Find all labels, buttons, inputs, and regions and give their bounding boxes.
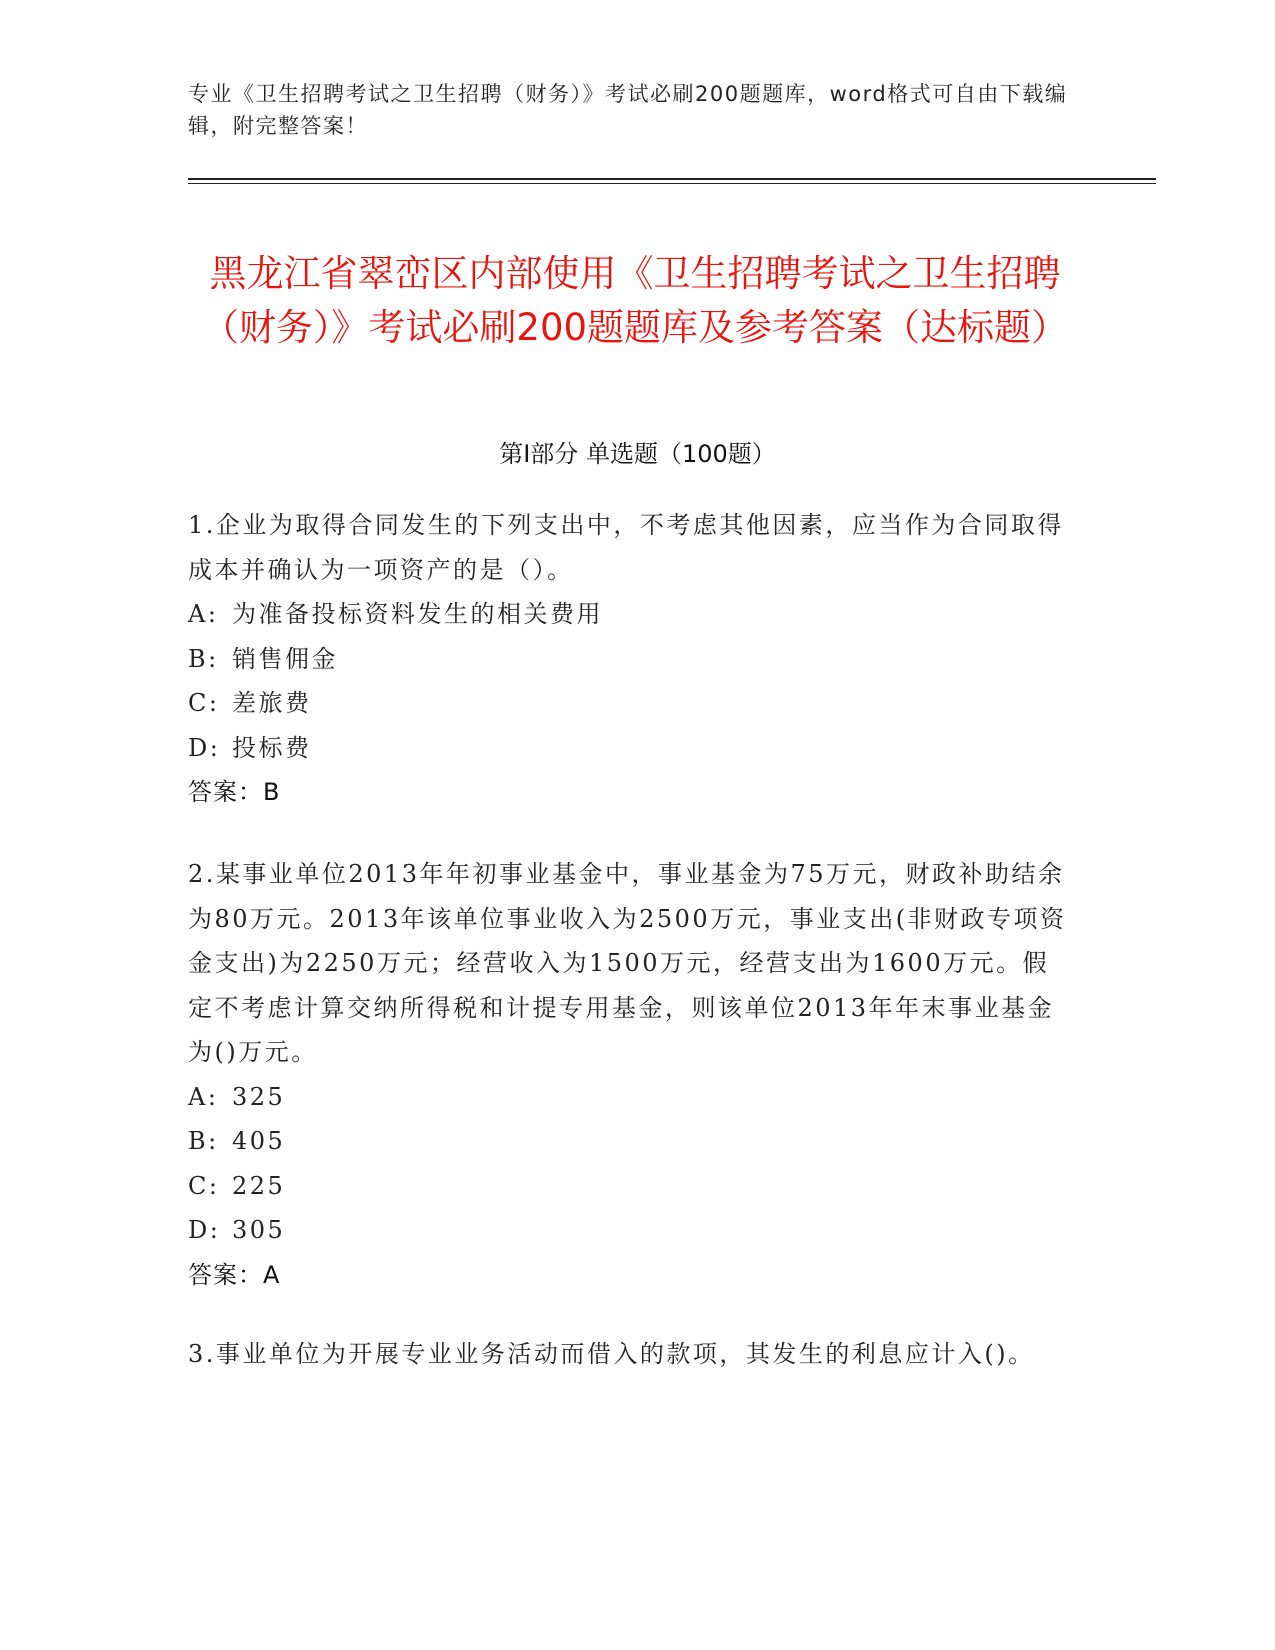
header-divider-thick: [188, 178, 1156, 180]
answer-line: 答案：B: [188, 778, 281, 806]
question-1: [188, 503, 1068, 815]
question-stem: 3.事业单位为开展专业业务活动而借入的款项，其发生的利息应计入()。: [188, 1340, 1035, 1368]
option-d: [188, 726, 1068, 771]
question-stem: 1.企业为取得合同发生的下列支出中，不考虑其他因素，应当作为合同取得成本并确认为一项资产的是（）。: [188, 511, 1064, 584]
option-text: 305: [232, 1216, 286, 1244]
option-text: 投标费: [232, 733, 312, 762]
option-letter: C:: [188, 689, 220, 717]
option-letter: B:: [188, 1127, 219, 1155]
question-stem: 2.某事业单位2013年年初事业基金中，事业基金为75万元，财政补助结余为80万元。2013年该单位事业收入为2500万元，事业支出(非财政专项资金支出)为2250万元；经营收入为1500万元，经营支出为1600万元。假定不考虑计算交纳所得税和计提专用基金，则该单位2013年年末事业基金为()万元。: [188, 860, 1067, 1066]
option-letter: D:: [188, 1216, 221, 1244]
option-c: [188, 1164, 1068, 1209]
option-letter: A:: [188, 1082, 219, 1111]
option-a: [188, 1075, 1068, 1120]
option-b: [188, 637, 1068, 682]
question-3: [188, 1332, 1068, 1377]
option-a: [188, 592, 1068, 637]
option-d: [188, 1208, 1068, 1253]
option-b: [188, 1119, 1068, 1164]
option-c: [188, 681, 1068, 726]
option-text: 325: [232, 1082, 286, 1111]
option-letter: A:: [188, 600, 219, 628]
option-text: 销售佣金: [232, 644, 338, 673]
option-letter: B:: [188, 644, 219, 673]
header-note: 专业《卫生招聘考试之卫生招聘（财务）》考试必刷200题题库，word格式可自由下载编辑，附完整答案！: [188, 82, 1068, 138]
section-heading: 第Ⅰ部分 单选题（100题）: [499, 440, 776, 468]
option-text: 为准备投标资料发生的相关费用: [232, 600, 603, 628]
option-text: 405: [232, 1127, 286, 1155]
header-divider-thin: [188, 183, 1156, 184]
document-title: 黑龙江省翠峦区内部使用《卫生招聘考试之卫生招聘（财务）》考试必刷200题题库及参考答案（达标题）: [201, 251, 1069, 349]
option-letter: D:: [188, 733, 221, 762]
option-text: 差旅费: [232, 689, 312, 717]
question-2: [188, 852, 1068, 1297]
option-letter: C:: [188, 1171, 220, 1200]
answer-line: 答案：A: [188, 1260, 281, 1289]
option-text: 225: [232, 1171, 286, 1200]
